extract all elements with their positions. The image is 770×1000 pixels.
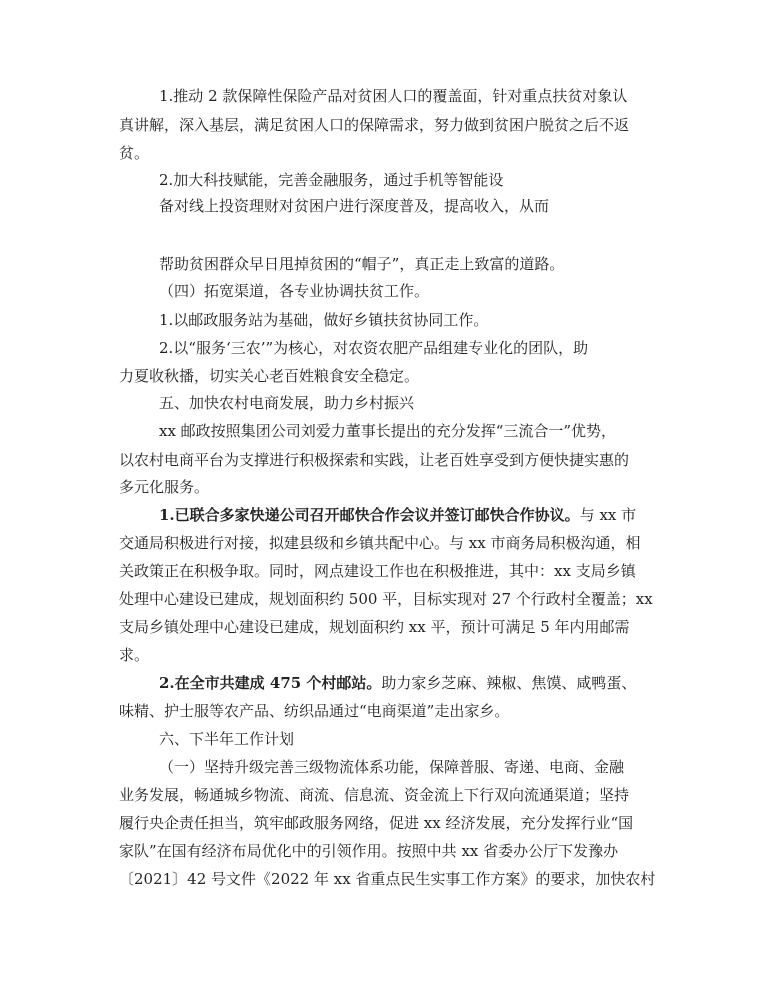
paragraph-line bbox=[159, 673, 636, 693]
bold-lead-text: 1.已联合多家快递公司召开邮快合作会议并签订邮快合作协议。 bbox=[159, 506, 580, 524]
section-heading: 五、加快农村电商发展，助力乡村振兴 bbox=[159, 394, 415, 412]
paragraph-line: 交通局积极进行对接，拟建县级和乡镇共配中心。与 xx 市商务局积极沟通，相 bbox=[119, 534, 641, 552]
paragraph-line: 2.加大科技赋能，完善金融服务，通过手机等智能设 bbox=[159, 171, 504, 189]
paragraph-line: 味精、护士服等农产品、纺织品通过“电商渠道”走出家乡。 bbox=[119, 702, 510, 720]
paragraph-line: 1.以邮政服务站为基础，做好乡镇扶贫协同工作。 bbox=[159, 311, 489, 329]
section-heading: （四）拓宽渠道，各专业协调扶贫工作。 bbox=[159, 282, 430, 300]
paragraph-line: 贫。 bbox=[119, 144, 150, 162]
paragraph-text: 与 xx 市 bbox=[579, 506, 637, 524]
paragraph-line: 业务发展，畅通城乡物流、商流、信息流、资金流上下行双向流通渠道；坚持 bbox=[119, 786, 630, 804]
paragraph-line: 关政策正在积极争取。同时，网点建设工作也在积极推进，其中：xx 支局乡镇 bbox=[119, 562, 636, 580]
paragraph-line: （一）坚持升级完善三级物流体系功能，保障普服、寄递、电商、金融 bbox=[159, 758, 625, 776]
paragraph-line: 多元化服务。 bbox=[119, 478, 210, 496]
section-heading: 六、下半年工作计划 bbox=[159, 730, 295, 748]
paragraph-line: 力夏收秋播，切实关心老百姓粮食安全稳定。 bbox=[119, 367, 420, 385]
paragraph-line: 2.以“服务‘三农’”为核心，对农资农肥产品组建专业化的团队，助 bbox=[159, 339, 589, 357]
paragraph-line: 以农村电商平台为支撑进行积极探索和实践，让老百姓享受到方便快捷实惠的 bbox=[119, 451, 630, 469]
paragraph-line: 帮助贫困群众早日甩掉贫困的“帽子”，真正走上致富的道路。 bbox=[159, 255, 565, 273]
paragraph-line: 求。 bbox=[119, 646, 150, 664]
paragraph-line: 1.推动 2 款保障性保险产品对贫困人口的覆盖面，针对重点扶贫对象认 bbox=[159, 87, 628, 105]
paragraph-line: 履行央企责任担当，筑牢邮政服务网络，促进 xx 经济发展，充分发挥行业“国 bbox=[119, 814, 634, 832]
paragraph-line: 备对线上投资理财对贫困户进行深度普及，提高收入，从而 bbox=[159, 197, 550, 215]
paragraph-line: 支局乡镇处理中心建设已建成，规划面积约 xx 平，预计可满足 5 年内用邮需 bbox=[119, 618, 630, 636]
paragraph-line bbox=[159, 505, 636, 525]
paragraph-line: 〔2021〕42 号文件《2022 年 xx 省重点民生实事工作方案》的要求，加快农村 bbox=[119, 870, 656, 888]
paragraph-text: 助力家乡芝麻、辣椒、焦馍、咸鸭蛋、 bbox=[381, 674, 637, 692]
paragraph-line: 真讲解，深入基层，满足贫困人口的保障需求，努力做到贫困户脱贫之后不返 bbox=[119, 116, 630, 134]
paragraph-line: 家队”在国有经济布局优化中的引领作用。按照中共 xx 省委办公厅下发豫办 bbox=[119, 842, 619, 860]
paragraph-line: xx 邮政按照集团公司刘爱力董事长提出的充分发挥“三流合一”优势， bbox=[159, 422, 617, 440]
paragraph-line: 处理中心建设已建成，规划面积约 500 平，目标实现对 27 个行政村全覆盖；xx bbox=[119, 590, 653, 608]
bold-lead-text: 2.在全市共建成 475 个村邮站。 bbox=[159, 674, 382, 692]
